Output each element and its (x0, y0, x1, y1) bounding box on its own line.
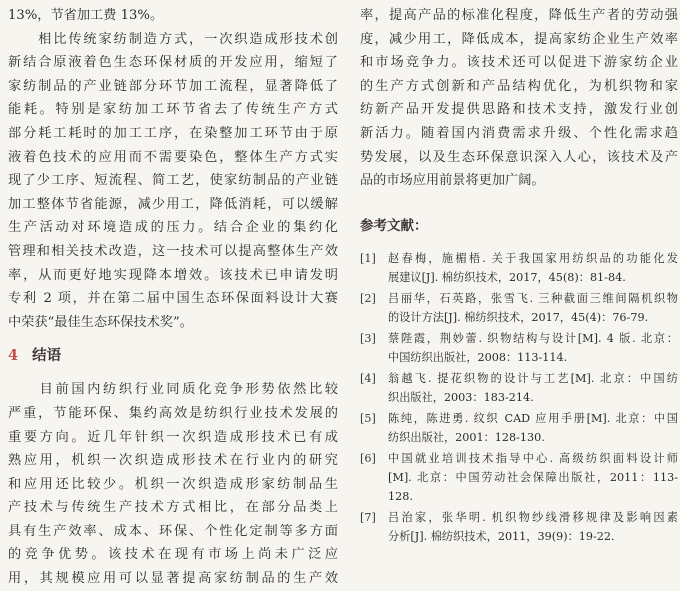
reference-line: 织出版社，2003：183-214. (388, 390, 534, 404)
reference-number: [5] (360, 411, 376, 425)
left-column (8, 4, 338, 591)
reference-item (360, 409, 678, 447)
text-line: 度，减少用工，降低成本，提高家纺企业生产效率 (360, 31, 678, 47)
reference-line: 128. (388, 489, 413, 503)
text-line: 势发展，以及生态环保意识深入人心，该技术及产 (360, 149, 678, 165)
paragraph-continued (360, 4, 678, 193)
text-line: 熟应用，机织一次织造成形技术在行业内的研究 (8, 453, 338, 469)
text-line: 的生产方式创新和产品结构优化，为机织物和家 (360, 78, 678, 94)
text-line: 相比传统家纺制造方式，一次织造成形技术创 (8, 31, 338, 47)
text-line: 生产活动对环境造成的压力。结合企业的集约化 (8, 220, 338, 236)
text-line: 家纺制品的产业链部分环节加工流程，显著降低了 (8, 78, 338, 94)
reference-line: 陈纯，陈进勇. 纹织 CAD 应用手册[M]. 北京：中国 (388, 411, 678, 425)
reference-line: 翁越飞. 提花织物的设计与工艺[M]. 北京：中国纺 (388, 371, 678, 385)
reference-number: [3] (360, 331, 376, 345)
references-title: 参考文献： (360, 217, 428, 234)
paragraph-technology-advantages (8, 28, 338, 335)
reference-item (360, 289, 678, 327)
reference-line: 中国纺织出版社，2008：113-114. (388, 350, 568, 364)
text-line: 专利 2 项，并在第二届中国生态环保面料设计大赛 (8, 291, 338, 307)
text-line: 品的市场应用前景将更加广阔。 (360, 173, 545, 189)
text-line: 率，从而更好地实现降本增效。该技术已申请发明 (8, 267, 338, 283)
reference-line: 中国就业培训技术指导中心. 高级纺织面料设计师 (388, 451, 678, 465)
text-line: 能耗。特别是家纺加工环节省去了传统生产方式 (8, 102, 338, 118)
text-line: 的竞争优势。该技术在现有市场上尚未广泛应 (8, 547, 338, 563)
reference-item (360, 329, 678, 367)
reference-line: 的设计方法[J]. 棉纺织技术，2017，45(4)：76-79. (388, 310, 649, 324)
text-line: 液着色技术的应用而不需要染色，整体生产方式实 (8, 149, 338, 165)
text-line: 现了少工序、短流程、简工艺，使家纺制品的产业链 (8, 173, 338, 189)
reference-number: [1] (360, 251, 376, 265)
reference-line: 纺织出版社，2001：128-130. (388, 430, 545, 444)
text-line: 中荣获“最佳生态环保技术奖”。 (8, 314, 193, 330)
text-line: 纺新产品开发提供思路和技术支持，激发行业创 (360, 102, 678, 118)
text-line: 新活力。随着国内消费需求升级、个性化需求趋 (360, 125, 678, 141)
text-line: 率，提高产品的标准化程度，降低生产者的劳动强 (360, 8, 678, 23)
text-line: 和市场竞争力。该技术还可以促进下游家纺企业 (360, 55, 678, 71)
reference-line: 赵春梅，施楣梧. 关于我国家用纺织品的功能化发 (388, 251, 678, 265)
section-title: 结语 (32, 347, 62, 365)
text-line: 管理和相关技术改造，这一技术可以提高整体生产效 (8, 243, 338, 259)
reference-line: [M]. 北京：中国劳动社会保障出版社，2011：113- (388, 470, 678, 484)
reference-item (360, 508, 678, 546)
text-line: 产技术与传统生产技术方式相比，在部分品类上 (8, 500, 338, 516)
reference-item (360, 449, 678, 506)
text-line: 部分耗工耗时的加工工序，在染整加工环节由于原 (8, 125, 338, 141)
section-heading (8, 340, 338, 372)
text-line: 新结合原液着色生态环保材质的开发应用，缩短了 (8, 55, 338, 71)
text-line: 重要方向。近几年针织一次织造成形技术已有成 (8, 429, 338, 445)
paragraph-top (8, 4, 338, 28)
reference-number: [2] (360, 291, 376, 305)
text-line: 具有生产效率、成本、环保、个性化定制等多方面 (8, 523, 338, 539)
text-line: 用，其规模应用可以显著提高家纺制品的生产效 (8, 571, 338, 587)
reference-number: [6] (360, 451, 376, 465)
reference-line: 展建议[J]. 棉纺织技术，2017，45(8)：81-84. (388, 270, 626, 284)
reference-number: [7] (360, 510, 376, 524)
reference-list (360, 249, 678, 546)
reference-number: [4] (360, 371, 376, 385)
reference-line: 吕丽华，石英路，张雪飞. 三种截面三维间隔机织物 (388, 291, 678, 305)
text-line: 目前国内纺织行业同质化竞争形势依然比较 (8, 382, 338, 398)
reference-item (360, 369, 678, 407)
text-line: 和应用还比较少。机织一次织造成形家纺制品生 (8, 476, 338, 492)
reference-line: 吕治家，张华明. 机织物纱线滑移规律及影响因素 (388, 510, 678, 524)
right-column (360, 4, 678, 548)
paragraph-conclusion (8, 378, 338, 590)
reference-line: 蔡陛霞，荆妙蕾. 织物结构与设计[M]. 4 版. 北京： (388, 331, 678, 345)
reference-line: 分析[J]. 棉纺织技术，2011，39(9)：19-22. (388, 529, 615, 543)
section-number: 4 (8, 347, 19, 365)
text-line: 13%，节省加工费 13%。 (8, 8, 164, 23)
text-line: 严重，节能环保、集约高效是纺织行业技术发展的 (8, 405, 338, 421)
text-line: 加工整体节省能源，减少用工，降低消耗，可以缓解 (8, 196, 338, 212)
reference-item (360, 249, 678, 287)
